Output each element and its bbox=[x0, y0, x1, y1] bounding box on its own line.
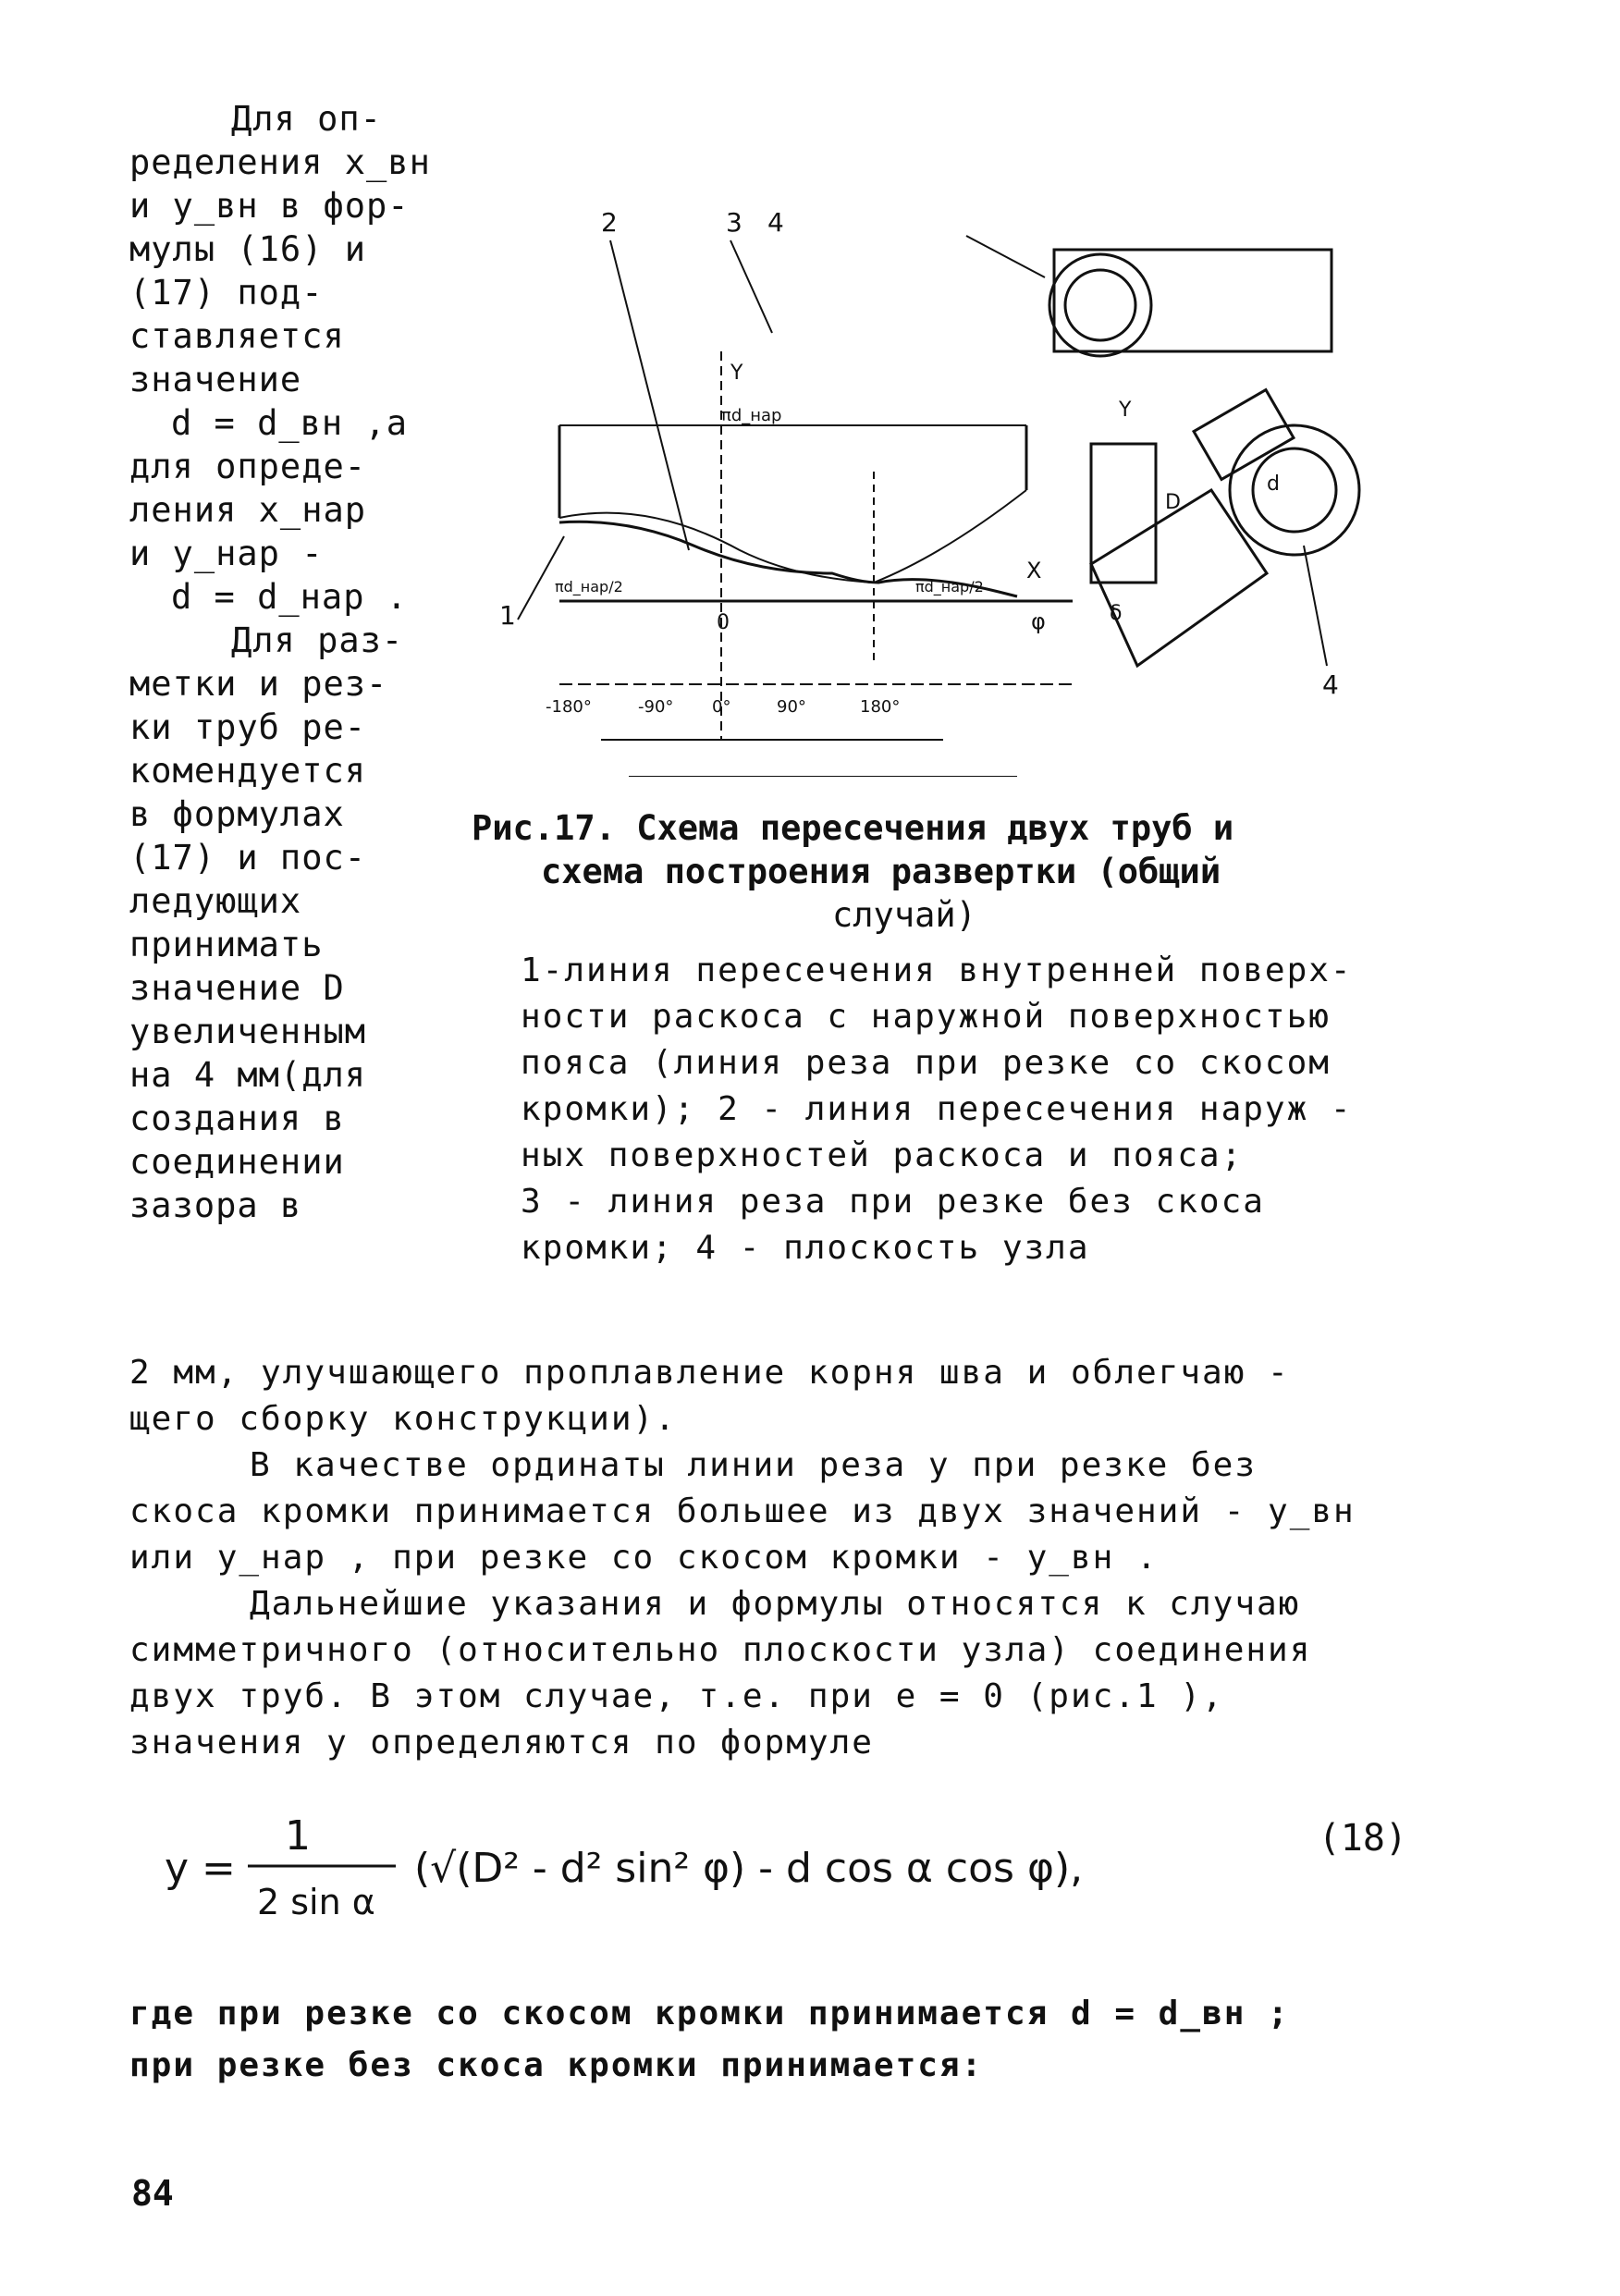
after-formula-text bbox=[129, 1988, 1424, 2092]
legend-line: ности раскоса с наружной поверхностью bbox=[521, 998, 1331, 1036]
label-4-bottom: 4 bbox=[1322, 669, 1339, 700]
tick-minus-180: -180° bbox=[546, 697, 592, 717]
text-line: ределения x_вн bbox=[129, 142, 431, 182]
label-delta: δ bbox=[1110, 602, 1123, 625]
text-line: и y_нар - bbox=[129, 534, 324, 573]
leader-2 bbox=[610, 240, 689, 550]
text-line: В качестве ординаты линии реза y при резке без bbox=[250, 1446, 1257, 1484]
text-line: и y_вн в фор- bbox=[129, 186, 410, 226]
text-line: симметричного (относительно плоскости узла) соединения bbox=[129, 1631, 1312, 1669]
text-line: ледующих bbox=[129, 881, 302, 921]
page-number: 84 bbox=[131, 2173, 174, 2214]
text-line: комендуется bbox=[129, 751, 367, 791]
sidebar-text bbox=[129, 97, 435, 1227]
label-y-right: Y bbox=[1119, 399, 1132, 422]
formula-numerator: 1 bbox=[285, 1812, 311, 1860]
chord-pipe-inner bbox=[1065, 270, 1135, 340]
text-line: ставляется bbox=[129, 316, 345, 356]
text-line: соединении bbox=[129, 1142, 345, 1182]
text-line: (17) под- bbox=[129, 273, 324, 313]
text-line: скоса кромки принимается большее из двух значений - y_вн bbox=[129, 1492, 1356, 1530]
chord-pipe bbox=[1054, 250, 1332, 351]
brace-stub bbox=[1194, 390, 1294, 480]
text-line: принимать bbox=[129, 925, 324, 964]
brace-pipe-end-inner bbox=[1253, 448, 1336, 532]
legend-line: кромки); 2 - линия пересечения наруж - bbox=[521, 1090, 1353, 1128]
label-x: X bbox=[1026, 558, 1042, 583]
text-line: создания в bbox=[129, 1099, 345, 1138]
leader-3 bbox=[730, 240, 772, 333]
text-line: значения y определяются по формуле bbox=[129, 1724, 874, 1762]
caption-line: Рис.17. Схема пересечения двух труб и bbox=[472, 808, 1234, 848]
text-line: увеличенным bbox=[129, 1012, 367, 1051]
tick-minus-90: -90° bbox=[638, 697, 674, 717]
legend-line: кромки; 4 - плоскость узла bbox=[521, 1229, 1090, 1267]
text-line: d = d_вн ,а bbox=[171, 403, 409, 443]
formula-18 bbox=[165, 1803, 1422, 1933]
text-line: двух труб. В этом случае, т.е. при e = 0 (рис.1 ), bbox=[129, 1677, 1224, 1715]
text-line: 2 мм, улучшающего проплавление корня шва и облегчаю - bbox=[129, 1354, 1290, 1392]
text-line: значение D bbox=[129, 968, 345, 1008]
label-1: 1 bbox=[499, 600, 516, 631]
label-y: Y bbox=[730, 362, 743, 385]
figure-caption bbox=[472, 806, 1378, 937]
caption-line: схема построения развертки (общий bbox=[541, 852, 1221, 891]
formula-number: (18) bbox=[1318, 1817, 1407, 1860]
label-4-top: 4 bbox=[767, 207, 784, 238]
text-line: значение bbox=[129, 360, 302, 399]
label-d: d bbox=[1267, 473, 1280, 496]
label-half-right: πd_нар/2 bbox=[915, 578, 984, 595]
leader-4-top bbox=[966, 236, 1045, 277]
text-line: где при резке со скосом кромки принимается d = d_вн ; bbox=[129, 1995, 1290, 2032]
intersection-curve bbox=[559, 490, 1026, 583]
text-line: Дальнейшие указания и формулы относятся к случаю bbox=[250, 1585, 1301, 1623]
label-zero: 0 bbox=[717, 611, 730, 634]
label-D: D bbox=[1165, 491, 1181, 514]
text-line: d = d_нар . bbox=[171, 577, 409, 617]
brace-pipe-small bbox=[1091, 444, 1156, 583]
body-text bbox=[129, 1350, 1415, 1766]
tick-0: 0° bbox=[712, 697, 731, 717]
brace-pipe-angled bbox=[1091, 490, 1267, 666]
formula-lhs: y = bbox=[165, 1845, 236, 1892]
formula-body: (√(D² - d² sin² φ) - d cos α cos φ), bbox=[414, 1845, 1084, 1892]
label-phi: φ bbox=[1031, 608, 1046, 634]
label-2: 2 bbox=[601, 207, 618, 238]
label-half-left: πd_нар/2 bbox=[555, 578, 623, 595]
text-line: в формулах bbox=[129, 794, 345, 834]
text-line: метки и рез- bbox=[129, 664, 388, 704]
pipe-intersection-figure bbox=[462, 185, 1442, 777]
text-line: на 4 мм(для bbox=[129, 1055, 367, 1095]
formula-denominator: 2 sin α bbox=[257, 1882, 375, 1922]
text-line: или y_нар , при резке со скосом кромки - y_вн . bbox=[129, 1539, 1159, 1577]
legend-line: ных поверхностей раскоса и пояса; bbox=[521, 1136, 1244, 1174]
text-line: Для раз- bbox=[231, 620, 404, 660]
legend-line: 3 - линия реза при резке без скоса bbox=[521, 1183, 1265, 1221]
text-line: мулы (16) и bbox=[129, 229, 367, 269]
text-line: Для оп- bbox=[231, 99, 382, 139]
text-line: щего сборку конструкции). bbox=[129, 1400, 677, 1438]
text-line: (17) и пос- bbox=[129, 838, 367, 878]
label-3: 3 bbox=[726, 207, 742, 238]
legend-line: пояса (линия реза при резке со скосом bbox=[521, 1044, 1331, 1082]
text-line: при резке без скоса кромки принимается: bbox=[129, 2046, 984, 2084]
text-line: ления x_нар bbox=[129, 490, 367, 530]
text-line: зазора в bbox=[129, 1185, 302, 1225]
figure-legend bbox=[521, 948, 1408, 1271]
leader-4-bottom bbox=[1304, 546, 1327, 666]
brace-pipe-end-outer bbox=[1230, 425, 1359, 555]
tick-90: 90° bbox=[777, 697, 806, 717]
text-line: ки труб ре- bbox=[129, 707, 367, 747]
legend-line: 1-линия пересечения внутренней поверх- bbox=[521, 952, 1353, 989]
label-pi-d: πd_нар bbox=[721, 406, 782, 425]
caption-line: случай) bbox=[832, 895, 976, 935]
text-line: для опреде- bbox=[129, 447, 367, 486]
tick-180: 180° bbox=[860, 697, 901, 717]
